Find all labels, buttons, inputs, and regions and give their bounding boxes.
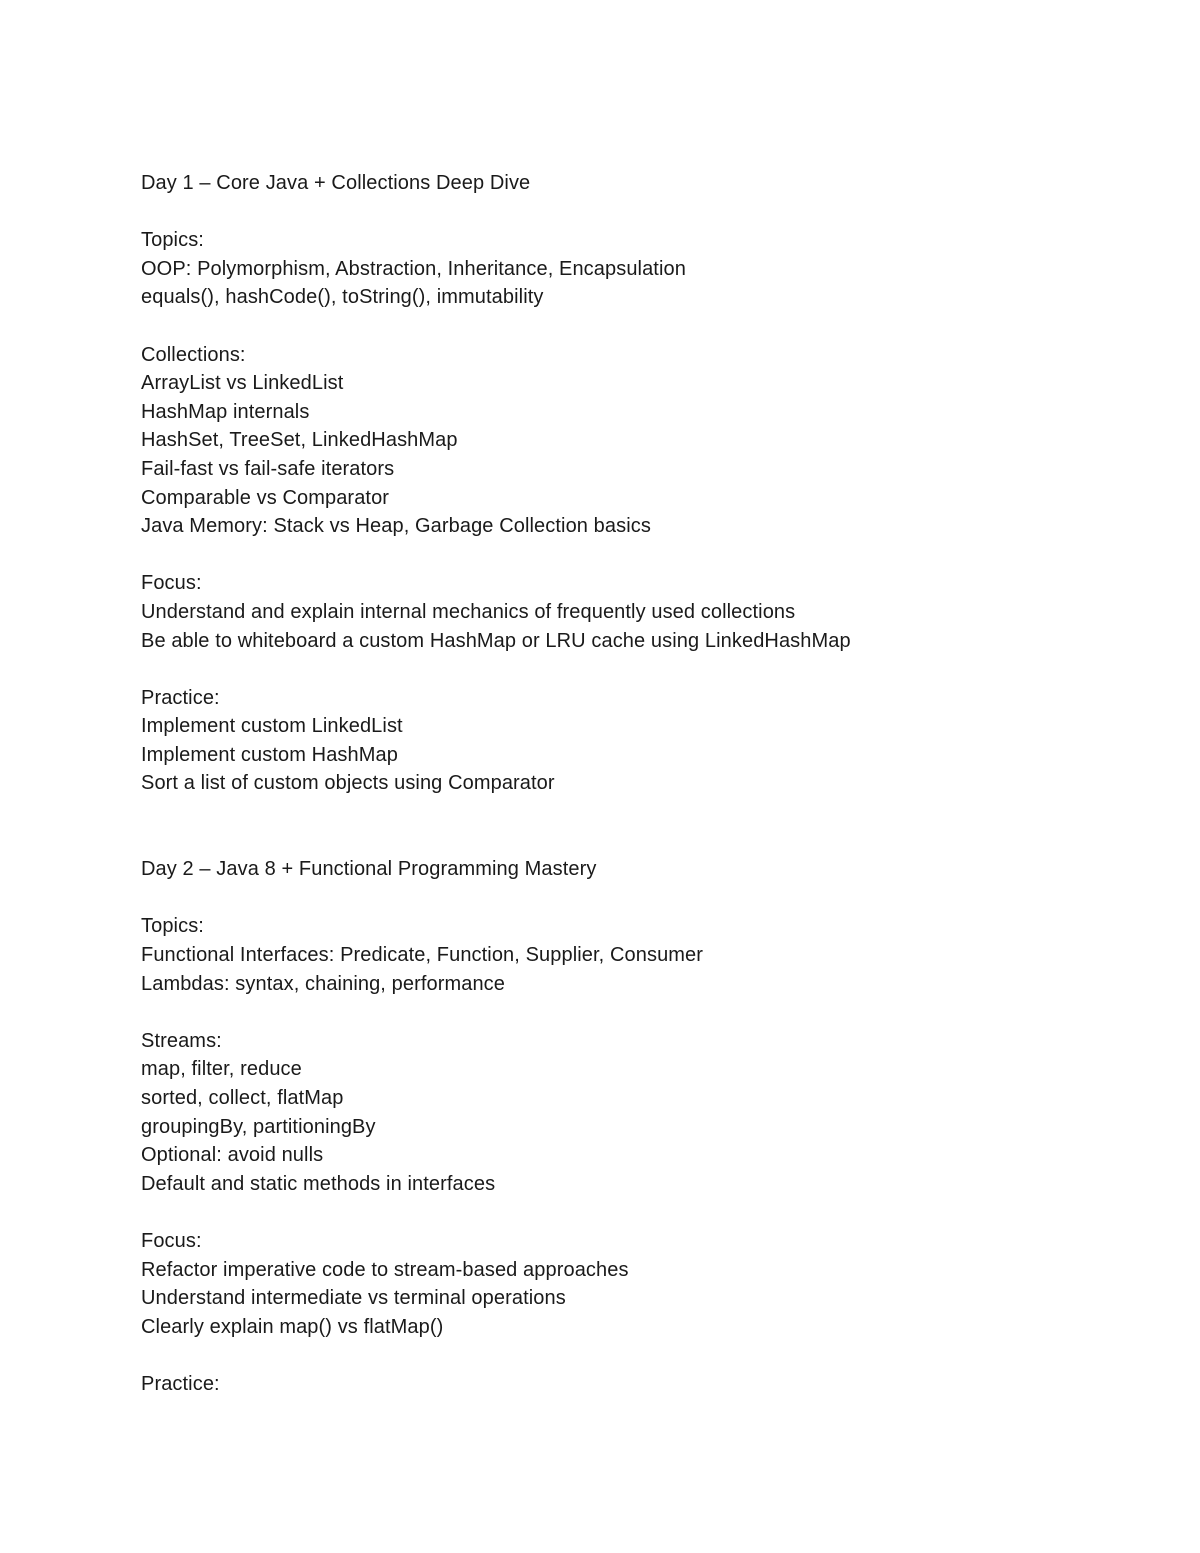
day-1-collections-heading: Collections: [141,343,246,366]
day-1-practice-heading: Practice: [141,686,220,709]
list-item: Default and static methods in interfaces [141,1172,496,1195]
list-item: Lambdas: syntax, chaining, performance [141,972,505,995]
day-1-focus-heading: Focus: [141,572,202,595]
list-item: Optional: avoid nulls [141,1144,324,1167]
day-1-title: Day 1 – Core Java + Collections Deep Dive [141,172,531,194]
list-item: Comparable vs Comparator [141,486,390,509]
day-2-practice-heading: Practice: [141,1372,220,1395]
list-item: Implement custom HashMap [141,743,398,766]
list-item: Java Memory: Stack vs Heap, Garbage Collection basics [141,515,651,538]
list-item: Implement custom LinkedList [141,715,403,738]
day-2-focus-heading: Focus: [141,1229,202,1252]
list-item: Be able to whiteboard a custom HashMap or LRU cache using LinkedHashMap [141,629,851,652]
list-item: equals(), hashCode(), toString(), immutability [141,286,544,309]
document-body [141,169,1101,1399]
list-item: Fail-fast vs fail-safe iterators [141,457,395,480]
list-item: Understand and explain internal mechanics of frequently used collections [141,600,796,623]
list-item: OOP: Polymorphism, Abstraction, Inheritance, Encapsulation [141,257,686,280]
day-1-topics-heading: Topics: [141,229,204,252]
list-item: sorted, collect, flatMap [141,1087,344,1109]
list-item: HashSet, TreeSet, LinkedHashMap [141,429,458,452]
list-item: map, filter, reduce [141,1058,302,1081]
list-item: groupingBy, partitioningBy [141,1115,376,1138]
list-item: Sort a list of custom objects using Comparator [141,772,555,795]
day-2-streams-heading: Streams: [141,1029,222,1052]
day-2-topics-heading: Topics: [141,915,204,938]
list-item: HashMap internals [141,400,310,423]
list-item: Clearly explain map() vs flatMap() [141,1315,444,1338]
list-item: Refactor imperative code to stream-based approaches [141,1258,629,1281]
day-2-title: Day 2 – Java 8 + Functional Programming Mastery [141,858,597,881]
list-item: Understand intermediate vs terminal operations [141,1287,566,1310]
list-item: Functional Interfaces: Predicate, Function, Supplier, Consumer [141,944,704,967]
list-item: ArrayList vs LinkedList [141,372,344,395]
